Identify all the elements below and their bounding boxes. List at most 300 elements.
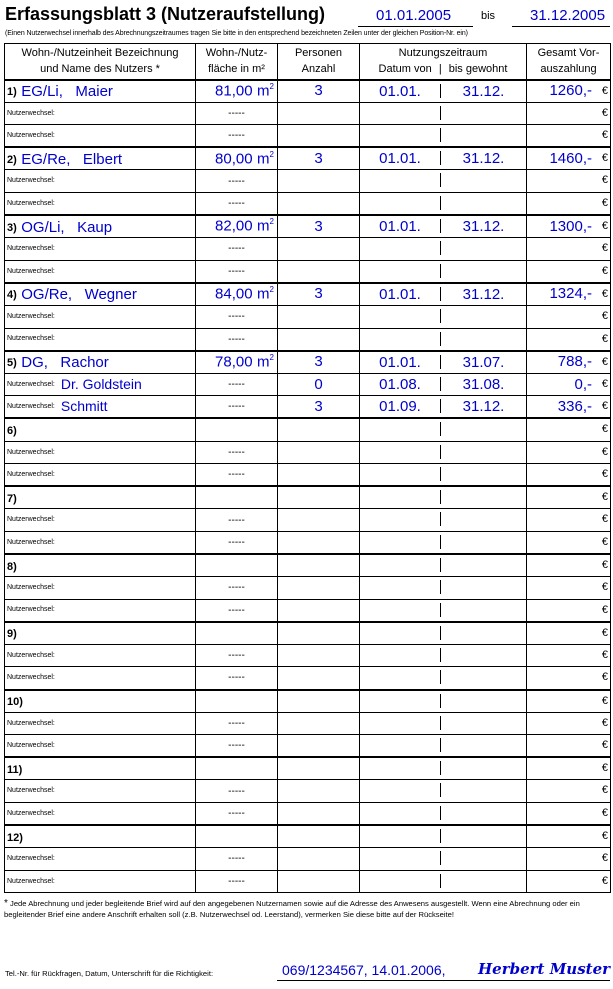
period-cell[interactable] — [360, 328, 527, 351]
euro-sign: € — [601, 468, 608, 481]
sub-label: Nutzerwechsel: — [7, 742, 55, 750]
table-row — [5, 441, 611, 464]
footnote-text: Jede Abrechnung und jeder begleitende Brief wird auf den angegebenen Nutzernamen sowie auf die Adresse des Anwesens ausgestellt. Wenn eine Abrechnung oder ein begleitender Brief eine andere Anschrift erhalten soll (z.B. Nutzerwechsel od. Leerstand), vermerken Sie diese bitte auf der Rückseite! — [4, 899, 580, 919]
area-dash: ----- — [228, 265, 245, 277]
total-cell[interactable] — [527, 464, 611, 487]
area-dash: ----- — [228, 582, 245, 594]
table-row — [5, 735, 611, 758]
unit-number: 6) — [7, 424, 17, 437]
period-cell[interactable] — [360, 735, 527, 758]
sub-label: Nutzerwechsel: — [7, 199, 55, 207]
sub-label: Nutzerwechsel: — [7, 132, 55, 139]
sub-label: Nutzerwechsel: — [7, 335, 55, 343]
date-separator — [440, 874, 441, 888]
date-separator — [440, 738, 441, 752]
sub-name-cell[interactable] — [5, 170, 196, 193]
area-dash: ----- — [228, 243, 245, 255]
period-cell[interactable] — [360, 757, 527, 780]
table-row — [5, 690, 611, 713]
table-row — [5, 464, 611, 487]
sub-name-cell[interactable] — [5, 780, 196, 803]
sub-name-cell[interactable] — [5, 464, 196, 487]
table-row — [5, 825, 611, 848]
area-dash: ----- — [228, 107, 245, 119]
sub-persons-cell[interactable] — [278, 125, 360, 148]
euro-sign: € — [601, 784, 608, 797]
sub-persons-cell[interactable] — [278, 667, 360, 690]
euro-sign: € — [601, 355, 608, 368]
table-row — [5, 418, 611, 441]
total-cell[interactable] — [527, 238, 611, 261]
tenant-table — [4, 43, 611, 893]
sub-label: Nutzerwechsel: — [7, 855, 55, 863]
sub-label: Nutzerwechsel: — [7, 516, 55, 524]
unit-name-cell[interactable] — [5, 351, 196, 374]
sub-area-cell — [196, 396, 278, 419]
sub-name-cell[interactable] — [5, 870, 196, 893]
total-cell[interactable] — [527, 441, 611, 464]
period-cell[interactable] — [360, 780, 527, 803]
date-separator — [440, 829, 441, 843]
date-separator — [440, 806, 441, 820]
period-start-date[interactable]: 01.01.2005 — [376, 7, 452, 24]
unit-number: 9) — [7, 628, 17, 641]
period-bis-label: bis — [481, 10, 496, 22]
unit-name-cell[interactable] — [5, 825, 196, 848]
sub-persons-cell[interactable] — [278, 192, 360, 215]
sub-name-cell[interactable] — [5, 803, 196, 826]
tel-label: Tel.-Nr. für Rückfragen, Datum, Unterschrift für die Richtigkeit: — [5, 969, 214, 978]
date-separator — [440, 761, 441, 775]
date-separator — [440, 332, 441, 346]
euro-sign: € — [601, 716, 608, 729]
total-cell[interactable] — [527, 351, 611, 374]
total-cell[interactable] — [527, 373, 611, 396]
sub-persons-cell[interactable] — [278, 328, 360, 351]
sub-persons-cell[interactable] — [278, 577, 360, 600]
unit-name-cell[interactable] — [5, 147, 196, 170]
sub-persons-cell[interactable] — [278, 441, 360, 464]
total-cell[interactable] — [527, 667, 611, 690]
period-start-line — [358, 26, 473, 27]
persons-cell[interactable] — [278, 486, 360, 509]
total-cell[interactable] — [527, 735, 611, 758]
persons-value: 0 — [314, 375, 323, 393]
table-row — [5, 870, 611, 893]
unit-name-cell[interactable] — [5, 80, 196, 103]
area-unit-sup: 2 — [269, 285, 274, 295]
area-dash: ----- — [228, 536, 245, 548]
period-cell[interactable] — [360, 464, 527, 487]
total-cell[interactable] — [527, 260, 611, 283]
sub-area-cell — [196, 712, 278, 735]
area-cell[interactable] — [196, 690, 278, 713]
sub-name-cell[interactable] — [5, 260, 196, 283]
table-row — [5, 125, 611, 148]
euro-sign: € — [601, 400, 608, 413]
date-separator — [440, 535, 441, 549]
unit-name-cell[interactable] — [5, 215, 196, 238]
date-separator — [440, 309, 441, 323]
table-row — [5, 531, 611, 554]
period-cell[interactable] — [360, 238, 527, 261]
persons-cell[interactable] — [278, 147, 360, 170]
total-cell[interactable] — [527, 757, 611, 780]
unit-name-cell[interactable] — [5, 283, 196, 306]
period-cell[interactable] — [360, 825, 527, 848]
signature: Herbert Muster — [478, 960, 611, 978]
area-dash: ----- — [228, 604, 245, 616]
sub-name-cell[interactable] — [5, 644, 196, 667]
date-separator — [440, 241, 441, 255]
period-cell[interactable] — [360, 870, 527, 893]
area-dash: ----- — [228, 175, 245, 187]
sub-name-cell[interactable] — [5, 328, 196, 351]
total-value: 1300,- — [549, 217, 592, 235]
period-cell[interactable] — [360, 486, 527, 509]
total-cell[interactable] — [527, 102, 611, 125]
table-row — [5, 351, 611, 374]
area-cell[interactable] — [196, 554, 278, 577]
unit-number: 2) — [7, 153, 17, 166]
period-cell[interactable] — [360, 170, 527, 193]
sub-name-cell[interactable] — [5, 373, 196, 396]
period-cell[interactable] — [360, 396, 527, 419]
total-cell[interactable] — [527, 396, 611, 419]
total-cell[interactable] — [527, 622, 611, 645]
sub-persons-cell[interactable] — [278, 238, 360, 261]
sub-name-cell[interactable] — [5, 712, 196, 735]
unit-number: 5) — [7, 357, 17, 370]
sub-persons-cell[interactable] — [278, 102, 360, 125]
date-separator — [440, 196, 441, 210]
sub-area-cell — [196, 125, 278, 148]
date-separator — [440, 467, 441, 481]
area-unit-sup: 2 — [269, 217, 274, 227]
period-cell[interactable] — [360, 441, 527, 464]
period-cell[interactable] — [360, 531, 527, 554]
sub-name-cell[interactable] — [5, 441, 196, 464]
total-cell[interactable] — [527, 803, 611, 826]
total-cell[interactable] — [527, 690, 611, 713]
persons-cell[interactable] — [278, 215, 360, 238]
sub-persons-cell[interactable] — [278, 780, 360, 803]
table-row — [5, 554, 611, 577]
persons-cell[interactable] — [278, 757, 360, 780]
area-value: 82,00 — [215, 217, 253, 235]
period-cell[interactable] — [360, 509, 527, 532]
persons-cell[interactable] — [278, 622, 360, 645]
sub-persons-cell[interactable] — [278, 712, 360, 735]
date-from: 01.01. — [379, 218, 421, 236]
persons-cell[interactable] — [278, 690, 360, 713]
sub-persons-cell[interactable] — [278, 260, 360, 283]
table-row — [5, 644, 611, 667]
persons-cell[interactable] — [278, 351, 360, 374]
period-cell[interactable] — [360, 803, 527, 826]
table-row — [5, 599, 611, 622]
total-cell[interactable] — [527, 215, 611, 238]
area-cell[interactable] — [196, 215, 278, 238]
date-from: 01.01. — [379, 150, 421, 168]
date-separator — [440, 648, 441, 662]
euro-sign: € — [601, 535, 608, 548]
total-cell[interactable] — [527, 848, 611, 871]
sub-name-cell[interactable] — [5, 509, 196, 532]
period-cell[interactable] — [360, 644, 527, 667]
sub-area-cell — [196, 577, 278, 600]
col-header-persons: Personen Anzahl — [278, 44, 360, 80]
area-dash: ----- — [228, 808, 245, 820]
sub-area-cell — [196, 644, 278, 667]
unit-name-cell[interactable] — [5, 690, 196, 713]
area-cell[interactable] — [196, 80, 278, 103]
total-cell[interactable] — [527, 486, 611, 509]
total-cell[interactable] — [527, 418, 611, 441]
unit-number: 8) — [7, 560, 17, 573]
sub-label: Nutzerwechsel: — [7, 538, 55, 546]
total-cell[interactable] — [527, 509, 611, 532]
sub-persons-cell[interactable] — [278, 305, 360, 328]
period-cell[interactable] — [360, 848, 527, 871]
sub-area-cell — [196, 803, 278, 826]
sub-name-cell[interactable] — [5, 667, 196, 690]
persons-cell[interactable] — [278, 418, 360, 441]
sub-area-cell — [196, 735, 278, 758]
total-cell[interactable] — [527, 599, 611, 622]
period-cell[interactable] — [360, 305, 527, 328]
period-cell[interactable] — [360, 667, 527, 690]
sub-area-cell — [196, 192, 278, 215]
total-cell[interactable] — [527, 531, 611, 554]
area-cell[interactable] — [196, 351, 278, 374]
sub-name-cell[interactable] — [5, 396, 196, 419]
area-unit-sup: 2 — [269, 81, 274, 91]
total-cell[interactable] — [527, 780, 611, 803]
persons-value: 3 — [314, 217, 323, 235]
sub-persons-cell[interactable] — [278, 509, 360, 532]
total-cell[interactable] — [527, 870, 611, 893]
date-separator — [440, 558, 441, 572]
unit-name: OG/Li, Kaup — [21, 218, 113, 236]
period-end-date[interactable]: 31.12.2005 — [530, 7, 606, 24]
total-cell[interactable] — [527, 170, 611, 193]
persons-cell[interactable] — [278, 283, 360, 306]
date-separator — [440, 694, 441, 708]
sub-name-cell[interactable] — [5, 599, 196, 622]
col-header-period — [360, 44, 527, 80]
date-from: 01.01. — [379, 353, 421, 371]
unit-name-cell[interactable] — [5, 418, 196, 441]
unit-number: 1) — [7, 86, 17, 99]
euro-sign: € — [601, 287, 608, 300]
period-cell[interactable] — [360, 102, 527, 125]
date-from: 01.08. — [379, 375, 421, 393]
sub-persons-cell[interactable] — [278, 396, 360, 419]
sub-label: Nutzerwechsel: — [7, 448, 55, 456]
unit-name: EG/Re, Elbert — [21, 150, 123, 168]
total-cell[interactable] — [527, 125, 611, 148]
total-cell[interactable] — [527, 712, 611, 735]
sub-area-cell — [196, 260, 278, 283]
date-separator — [440, 422, 441, 436]
sub-name-cell[interactable] — [5, 577, 196, 600]
table-row — [5, 667, 611, 690]
sub-area-cell — [196, 238, 278, 261]
period-cell[interactable] — [360, 283, 527, 306]
sub-persons-cell[interactable] — [278, 464, 360, 487]
sub-tenant-name: Dr. Goldstein — [60, 375, 142, 392]
sub-name-cell[interactable] — [5, 848, 196, 871]
period-cell[interactable] — [360, 622, 527, 645]
date-separator — [440, 264, 441, 278]
sub-area-cell — [196, 170, 278, 193]
period-cell[interactable] — [360, 599, 527, 622]
unit-name-cell[interactable] — [5, 622, 196, 645]
area-cell[interactable] — [196, 147, 278, 170]
total-value: 336,- — [557, 397, 592, 415]
date-to: 31.07. — [462, 353, 505, 371]
table-row — [5, 260, 611, 283]
sub-persons-cell[interactable] — [278, 531, 360, 554]
period-cell[interactable] — [360, 147, 527, 170]
period-cell[interactable] — [360, 418, 527, 441]
area-cell[interactable] — [196, 757, 278, 780]
period-cell[interactable] — [360, 577, 527, 600]
sub-label: Nutzerwechsel: — [7, 313, 55, 320]
euro-sign: € — [601, 830, 608, 843]
euro-sign: € — [601, 309, 608, 322]
table-row — [5, 305, 611, 328]
table-row — [5, 509, 611, 532]
total-cell[interactable] — [527, 577, 611, 600]
period-cell[interactable] — [360, 690, 527, 713]
table-row — [5, 803, 611, 826]
period-cell[interactable] — [360, 125, 527, 148]
sub-name-cell[interactable] — [5, 238, 196, 261]
area-value: 80,00 — [215, 149, 253, 167]
sub-name-cell[interactable] — [5, 125, 196, 148]
sub-name-cell[interactable] — [5, 102, 196, 125]
area-cell[interactable] — [196, 622, 278, 645]
sub-label: Nutzerwechsel: — [7, 109, 55, 117]
unit-name: OG/Re, Wegner — [21, 286, 137, 304]
sub-name-cell[interactable] — [5, 735, 196, 758]
total-cell[interactable] — [527, 644, 611, 667]
sub-persons-cell[interactable] — [278, 870, 360, 893]
sub-persons-cell[interactable] — [278, 170, 360, 193]
unit-name-cell[interactable] — [5, 554, 196, 577]
sub-label: Nutzerwechsel: — [7, 177, 55, 185]
area-unit: m — [257, 353, 270, 371]
persons-cell[interactable] — [278, 825, 360, 848]
euro-sign: € — [601, 694, 608, 707]
table-row — [5, 192, 611, 215]
period-cell[interactable] — [360, 712, 527, 735]
col-header-name: Wohn-/Nutzeinheit Bezeichnung und Name des Nutzers * — [5, 44, 196, 80]
total-cell[interactable] — [527, 554, 611, 577]
total-cell[interactable] — [527, 825, 611, 848]
signature-line — [277, 980, 610, 981]
date-separator — [440, 512, 441, 526]
sub-persons-cell[interactable] — [278, 735, 360, 758]
date-to: 31.12. — [462, 398, 505, 416]
total-cell[interactable] — [527, 283, 611, 306]
tel-date-value[interactable]: 069/1234567, 14.01.2006, — [282, 962, 446, 978]
sub-persons-cell[interactable] — [278, 848, 360, 871]
date-separator — [440, 445, 441, 459]
col-header-sep: | — [438, 63, 442, 76]
total-cell[interactable] — [527, 305, 611, 328]
area-dash: ----- — [228, 853, 245, 865]
date-separator — [440, 783, 441, 797]
euro-sign: € — [601, 174, 608, 187]
unit-name-cell[interactable] — [5, 486, 196, 509]
period-cell[interactable] — [360, 192, 527, 215]
area-cell[interactable] — [196, 825, 278, 848]
sub-persons-cell[interactable] — [278, 373, 360, 396]
area-dash: ----- — [228, 401, 245, 413]
period-cell[interactable] — [360, 260, 527, 283]
period-cell[interactable] — [360, 215, 527, 238]
persons-cell[interactable] — [278, 80, 360, 103]
total-cell[interactable] — [527, 192, 611, 215]
area-dash: ----- — [228, 672, 245, 684]
sub-persons-cell[interactable] — [278, 644, 360, 667]
table-row — [5, 780, 611, 803]
date-separator — [440, 173, 441, 187]
area-cell[interactable] — [196, 486, 278, 509]
period-cell[interactable] — [360, 554, 527, 577]
total-cell[interactable] — [527, 80, 611, 103]
table-row — [5, 486, 611, 509]
table-row — [5, 328, 611, 351]
period-cell[interactable] — [360, 80, 527, 103]
sub-name-cell[interactable] — [5, 531, 196, 554]
euro-sign: € — [601, 445, 608, 458]
total-cell[interactable] — [527, 328, 611, 351]
table-row — [5, 712, 611, 735]
persons-value: 3 — [314, 353, 323, 371]
sub-area-cell — [196, 373, 278, 396]
euro-sign: € — [601, 242, 608, 255]
persons-cell[interactable] — [278, 554, 360, 577]
table-row — [5, 102, 611, 125]
table-row — [5, 147, 611, 170]
period-cell[interactable] — [360, 351, 527, 374]
date-from: 01.09. — [379, 398, 421, 416]
area-cell[interactable] — [196, 418, 278, 441]
date-from: 01.01. — [379, 82, 421, 100]
sub-label: Nutzerwechsel: — [7, 787, 55, 795]
persons-value: 3 — [314, 82, 323, 100]
area-value: 81,00 — [215, 82, 253, 100]
sub-persons-cell[interactable] — [278, 599, 360, 622]
sub-name-cell[interactable] — [5, 192, 196, 215]
period-end-line — [512, 26, 610, 27]
sub-persons-cell[interactable] — [278, 803, 360, 826]
euro-sign: € — [601, 581, 608, 594]
sub-name-cell[interactable] — [5, 305, 196, 328]
sub-area-cell — [196, 328, 278, 351]
total-cell[interactable] — [527, 147, 611, 170]
period-cell[interactable] — [360, 373, 527, 396]
euro-sign: € — [601, 152, 608, 165]
unit-name-cell[interactable] — [5, 757, 196, 780]
table-row — [5, 215, 611, 238]
area-dash: ----- — [228, 785, 245, 797]
area-cell[interactable] — [196, 283, 278, 306]
